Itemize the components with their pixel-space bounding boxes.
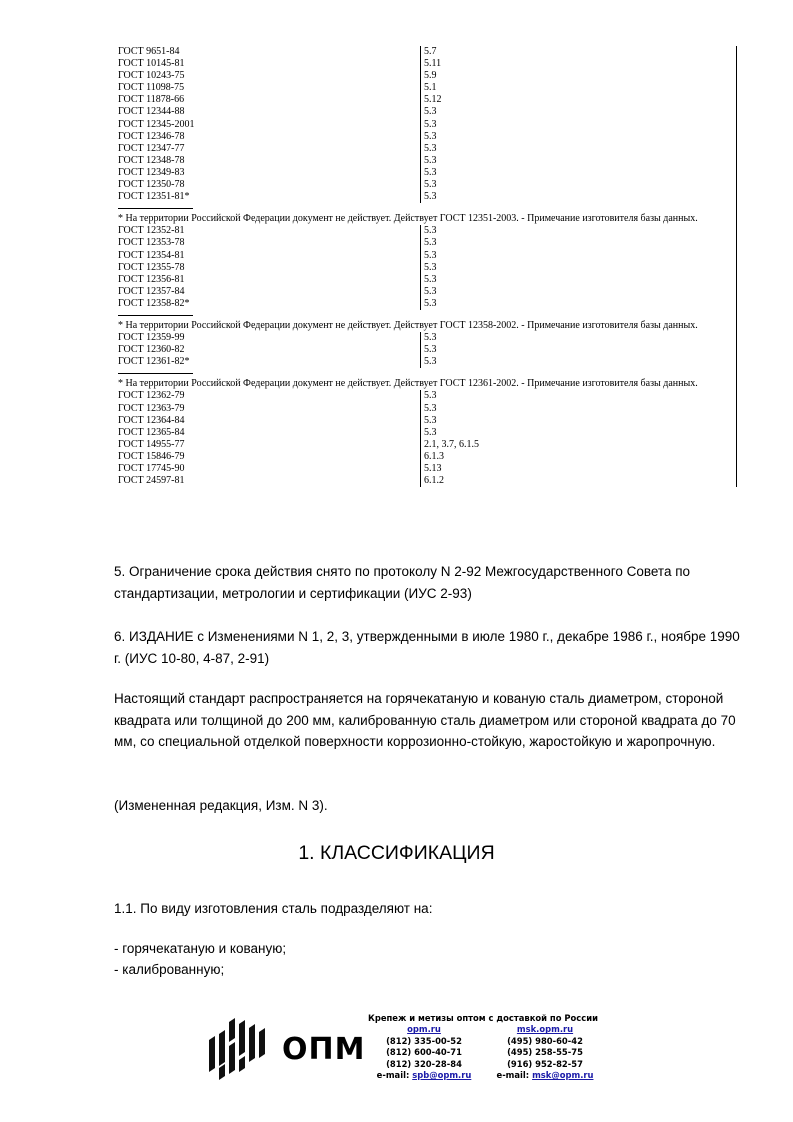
- table-row: [116, 179, 737, 191]
- standard-cell: ГОСТ 15846-79: [118, 450, 185, 462]
- standard-cell: ГОСТ 12346-78: [118, 130, 185, 142]
- footnote-text: * На территории Российской Федерации документ не действует. Действует ГОСТ 12358-2002. - Примечание изготовителя базы данных.: [118, 319, 698, 331]
- table-row: [116, 451, 737, 463]
- clause-cell: 5.3: [424, 154, 437, 166]
- standard-cell: ГОСТ 12357-84: [118, 285, 185, 297]
- standard-cell: ГОСТ 12356-81: [118, 273, 185, 285]
- standard-cell: ГОСТ 12360-82: [118, 344, 185, 356]
- spb-email-label: e-mail:: [376, 1070, 410, 1081]
- spb-phone: (812) 335-00-52: [386, 1035, 462, 1046]
- clause-cell: 5.3: [424, 191, 437, 203]
- clause-cell: 5.9: [424, 70, 437, 82]
- opm-logo-icon: [205, 1018, 265, 1080]
- clause-cell: 5.12: [424, 94, 442, 106]
- msk-email-link[interactable]: msk@opm.ru: [532, 1070, 594, 1081]
- standard-cell: ГОСТ 10243-75: [118, 70, 185, 82]
- msk-phone: (495) 980-60-42: [507, 1035, 583, 1046]
- table-row: [116, 155, 737, 167]
- clause-1-1: 1.1. По виду изготовления сталь подразделяют на:: [114, 901, 433, 916]
- clause-cell: 5.3: [424, 285, 437, 297]
- table-row: [116, 403, 737, 415]
- standard-cell: ГОСТ 12365-84: [118, 426, 185, 438]
- table-row: [116, 415, 737, 427]
- clause-cell: 5.7: [424, 46, 437, 57]
- standard-cell: ГОСТ 12364-84: [118, 414, 185, 426]
- table-row: [116, 143, 737, 155]
- table-row: [116, 286, 737, 298]
- clause-cell: 5.3: [424, 356, 437, 368]
- standard-cell: ГОСТ 10145-81: [118, 58, 185, 70]
- msk-phone: (495) 258-55-75: [507, 1047, 583, 1058]
- standard-cell: ГОСТ 12359-99: [118, 332, 185, 344]
- standard-cell: ГОСТ 12362-79: [118, 390, 185, 402]
- clause-cell: 5.3: [424, 402, 437, 414]
- standard-cell: ГОСТ 12349-83: [118, 166, 185, 178]
- table-row: [116, 94, 737, 106]
- table-row: [116, 106, 737, 118]
- clause-cell: 5.3: [424, 166, 437, 178]
- clause-cell: 5.3: [424, 106, 437, 118]
- section-title: 1. КЛАССИФИКАЦИЯ: [298, 842, 495, 864]
- clause-cell: 6.1.3: [424, 450, 444, 462]
- clause-cell: 5.3: [424, 297, 437, 309]
- clause-cell: 5.3: [424, 237, 437, 249]
- clause-cell: 6.1.2: [424, 475, 444, 487]
- standard-cell: ГОСТ 12344-88: [118, 106, 185, 118]
- contacts-block: [368, 1013, 628, 1084]
- paragraph-5: 5. Ограничение срока действия снято по протоколу N 2-92 Межгосударственного Совета по стандартизации, метрологии и сертификации (ИУС 2-93): [114, 564, 691, 601]
- table-row: [116, 298, 737, 310]
- clause-cell: 5.1: [424, 82, 437, 94]
- list-item: - горячекатаную и кованую;: [114, 941, 287, 956]
- clause-cell: 5.3: [424, 179, 437, 191]
- standard-cell: ГОСТ 12347-77: [118, 142, 185, 154]
- clause-cell: 5.3: [424, 426, 437, 438]
- table-row: [116, 119, 737, 131]
- footnote: [116, 320, 737, 332]
- standard-cell: ГОСТ 12355-78: [118, 261, 185, 273]
- table-row: [116, 225, 737, 237]
- gost-reference-table: [116, 46, 737, 487]
- clause-cell: 5.3: [424, 273, 437, 285]
- footnote-rule: [116, 368, 737, 378]
- standard-cell: ГОСТ 11878-66: [118, 94, 185, 106]
- footnote-rule: [116, 203, 737, 213]
- amendment-note: (Измененная редакция, Изм. N 3).: [114, 798, 328, 813]
- spb-phone: (812) 600-40-71: [386, 1047, 462, 1058]
- clause-cell: 5.11: [424, 58, 442, 70]
- clause-cell: 5.3: [424, 142, 437, 154]
- footer: [0, 1010, 793, 1110]
- footnote-text: * На территории Российской Федерации документ не действует. Действует ГОСТ 12361-2002. - Примечание изготовителя базы данных.: [118, 378, 698, 390]
- clause-cell: 5.3: [424, 249, 437, 261]
- table-row: [116, 439, 737, 451]
- table-row: [116, 250, 737, 262]
- standard-cell: ГОСТ 11098-75: [118, 82, 185, 94]
- footnote-text: * На территории Российской Федерации документ не действует. Действует ГОСТ 12351-2003. - Примечание изготовителя базы данных.: [118, 213, 698, 225]
- clause-cell: 5.3: [424, 261, 437, 273]
- standard-cell: ГОСТ 12354-81: [118, 249, 185, 261]
- msk-phone: (916) 952-82-57: [507, 1058, 583, 1069]
- list-item: - калиброванную;: [114, 962, 225, 977]
- clause-cell: 5.13: [424, 463, 442, 474]
- footnote: [116, 378, 737, 390]
- standard-cell: ГОСТ 12350-78: [118, 179, 185, 191]
- clause-cell: 5.3: [424, 225, 437, 237]
- standard-cell: ГОСТ 12358-82*: [118, 297, 190, 309]
- footer-tagline: Крепеж и метизы оптом с доставкой по России: [368, 1013, 598, 1023]
- footnote: [116, 213, 737, 225]
- standard-cell: ГОСТ 12353-78: [118, 237, 185, 249]
- table-row: [116, 262, 737, 274]
- msk-email-label: e-mail:: [496, 1070, 530, 1081]
- table-row: [116, 356, 737, 368]
- clause-cell: 5.3: [424, 332, 437, 344]
- spb-site-link[interactable]: opm.ru: [407, 1024, 441, 1035]
- table-row: [116, 237, 737, 249]
- clause-cell: 5.3: [424, 390, 437, 402]
- paragraph-6: 6. ИЗДАНИЕ с Изменениями N 1, 2, 3, утвержденными в июле 1980 г., декабре 1986 г., ноябре 1990 г. (ИУС 10-80, 4-87, 2-91): [114, 629, 740, 666]
- standard-cell: ГОСТ 17745-90: [118, 463, 185, 474]
- brand-name: ОПМ: [282, 1032, 366, 1067]
- clause-cell: 2.1, 3.7, 6.1.5: [424, 438, 479, 450]
- clause-cell: 5.3: [424, 414, 437, 426]
- spb-email-link[interactable]: spb@opm.ru: [412, 1070, 472, 1081]
- standard-cell: ГОСТ 9651-84: [118, 46, 180, 57]
- table-row: [116, 70, 737, 82]
- spb-phone: (812) 320-28-84: [386, 1058, 462, 1069]
- scope-paragraph: Настоящий стандарт распространяется на горячекатаную и кованую сталь диаметром, стороной квадрата или толщиной до 200 мм, калиброванную сталь диаметром или стороной квадрата до 70 мм, со специальной отделкой поверхности коррозионно-стойкую, жаростойкую и жаропрочную.: [114, 691, 736, 749]
- standard-cell: ГОСТ 24597-81: [118, 475, 185, 487]
- standard-cell: ГОСТ 12351-81*: [118, 191, 190, 203]
- spb-contacts: [374, 1024, 474, 1081]
- msk-contacts: [495, 1024, 595, 1081]
- clause-cell: 5.3: [424, 344, 437, 356]
- standard-cell: ГОСТ 12363-79: [118, 402, 185, 414]
- table-row: [116, 463, 737, 475]
- standard-cell: ГОСТ 12348-78: [118, 154, 185, 166]
- table-row: [116, 131, 737, 143]
- standard-cell: ГОСТ 12352-81: [118, 225, 185, 237]
- table-row: [116, 390, 737, 402]
- clause-cell: 5.3: [424, 118, 437, 130]
- table-row: [116, 82, 737, 94]
- footnote-rule: [116, 310, 737, 320]
- table-row: [116, 274, 737, 286]
- standard-cell: ГОСТ 12361-82*: [118, 356, 190, 368]
- table-row: [116, 167, 737, 179]
- table-row: [116, 332, 737, 344]
- msk-site-link[interactable]: msk.opm.ru: [516, 1024, 574, 1035]
- clause-cell: 5.3: [424, 130, 437, 142]
- table-row: [116, 475, 737, 487]
- table-row: [116, 191, 737, 203]
- standard-cell: ГОСТ 12345-2001: [118, 118, 195, 130]
- table-row: [116, 344, 737, 356]
- standard-cell: ГОСТ 14955-77: [118, 438, 185, 450]
- table-row: [116, 58, 737, 70]
- table-row: [116, 46, 737, 58]
- table-row: [116, 427, 737, 439]
